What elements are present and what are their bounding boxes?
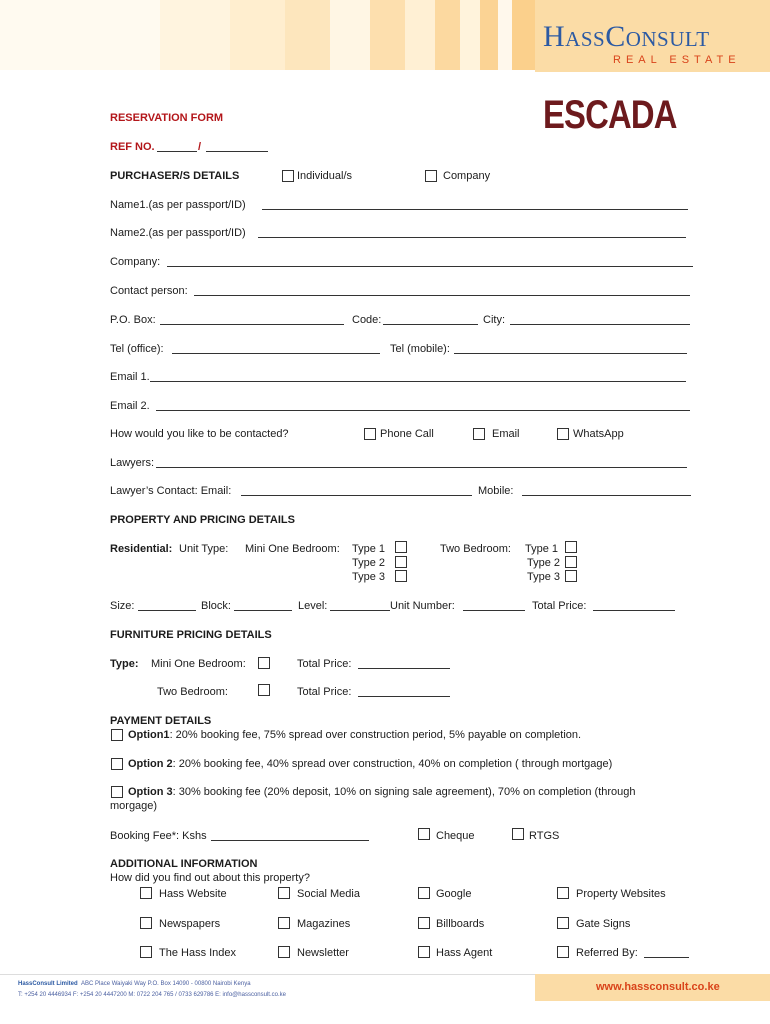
ref-no-label: REF NO. bbox=[110, 141, 155, 153]
city-field[interactable] bbox=[510, 324, 690, 325]
name2-label: Name2.(as per passport/ID) bbox=[110, 227, 246, 239]
unit-type-label: Unit Type: bbox=[179, 543, 229, 555]
option3-text: : 30% booking fee (20% deposit, 10% on signing sale agreement), 70% on completion (through bbox=[172, 786, 636, 798]
option3-text-continued: morgage) bbox=[110, 800, 158, 812]
footer-address-row bbox=[18, 981, 251, 987]
po-box-field[interactable] bbox=[160, 324, 344, 325]
code-field[interactable] bbox=[383, 324, 478, 325]
level-label: Level: bbox=[298, 600, 328, 612]
email-option-label: Email bbox=[492, 428, 520, 440]
contact-method-question: How would you like to be contacted? bbox=[110, 428, 289, 440]
lawyer-mobile-field[interactable] bbox=[522, 495, 691, 496]
source-question: How did you find out about this property? bbox=[110, 872, 310, 884]
two-type3-label: Type 3 bbox=[527, 571, 561, 583]
individual-label: Individual/s bbox=[297, 170, 353, 182]
lawyer-email-label: Lawyer’s Contact: Email: bbox=[110, 485, 232, 497]
size-field[interactable] bbox=[138, 610, 196, 611]
property-websites-label: Property Websites bbox=[576, 888, 666, 900]
property-websites-checkbox[interactable] bbox=[557, 887, 569, 899]
cheque-label: Cheque bbox=[436, 830, 475, 842]
company-option-label: Company bbox=[443, 170, 491, 182]
email1-label: Email 1. bbox=[110, 371, 150, 383]
furniture-two-total-label: Total Price: bbox=[297, 686, 352, 698]
furniture-two-total-field[interactable] bbox=[358, 696, 450, 697]
billboards-label: Billboards bbox=[436, 918, 485, 930]
whatsapp-checkbox[interactable] bbox=[557, 428, 569, 440]
unit-number-field[interactable] bbox=[463, 610, 525, 611]
gate-signs-checkbox[interactable] bbox=[557, 917, 569, 929]
mini-type3-checkbox[interactable] bbox=[395, 570, 407, 582]
hass-index-checkbox[interactable] bbox=[140, 946, 152, 958]
gate-signs-label: Gate Signs bbox=[576, 918, 631, 930]
tel-mobile-field[interactable] bbox=[454, 353, 687, 354]
option3-label: Option 3 bbox=[128, 786, 173, 798]
tel-office-field[interactable] bbox=[172, 353, 380, 354]
hassconsult-logo: HassConsult bbox=[543, 20, 710, 53]
ref-sep: / bbox=[198, 141, 202, 153]
two-type3-checkbox[interactable] bbox=[565, 570, 577, 582]
social-media-checkbox[interactable] bbox=[278, 887, 290, 899]
mini-type1-checkbox[interactable] bbox=[395, 541, 407, 553]
escada-brand: ESCADA bbox=[543, 93, 677, 137]
google-checkbox[interactable] bbox=[418, 887, 430, 899]
po-box-label: P.O. Box: bbox=[110, 314, 156, 326]
option2-text: : 20% booking fee, 40% spread over construction, 40% on completion ( through mortgage) bbox=[172, 758, 613, 770]
mini-type2-checkbox[interactable] bbox=[395, 556, 407, 568]
size-label: Size: bbox=[110, 600, 135, 612]
hass-website-checkbox[interactable] bbox=[140, 887, 152, 899]
option1-checkbox[interactable] bbox=[111, 729, 123, 741]
ref-no-field-1[interactable] bbox=[157, 151, 197, 152]
referred-by-field[interactable] bbox=[644, 957, 689, 958]
company-checkbox[interactable] bbox=[425, 170, 437, 182]
newspapers-checkbox[interactable] bbox=[140, 917, 152, 929]
option3-row bbox=[128, 785, 636, 799]
email2-field[interactable] bbox=[156, 410, 690, 411]
two-type1-checkbox[interactable] bbox=[565, 541, 577, 553]
whatsapp-label: WhatsApp bbox=[573, 428, 624, 440]
two-type2-label: Type 2 bbox=[527, 557, 561, 569]
payment-heading: PAYMENT DETAILS bbox=[110, 715, 212, 727]
furniture-two-checkbox[interactable] bbox=[258, 684, 270, 696]
option1-label: Option1 bbox=[128, 729, 170, 741]
billboards-checkbox[interactable] bbox=[418, 917, 430, 929]
footer-address: ABC Place Waiyaki Way P.O. Box 14090 - 00800 Nairobi Kenya bbox=[81, 981, 251, 987]
hass-agent-label: Hass Agent bbox=[436, 947, 493, 959]
contact-person-field[interactable] bbox=[194, 295, 690, 296]
additional-heading: ADDITIONAL INFORMATION bbox=[110, 858, 258, 870]
name1-field[interactable] bbox=[262, 209, 688, 210]
block-label: Block: bbox=[201, 600, 231, 612]
residential-label: Residential: bbox=[110, 543, 173, 555]
website-link[interactable]: www.hassconsult.co.ke bbox=[596, 981, 720, 993]
furniture-type-label: Type: bbox=[110, 658, 139, 670]
furniture-heading: FURNITURE PRICING DETAILS bbox=[110, 629, 272, 641]
option2-label: Option 2 bbox=[128, 758, 173, 770]
furniture-mini-total-label: Total Price: bbox=[297, 658, 352, 670]
magazines-checkbox[interactable] bbox=[278, 917, 290, 929]
footer-phones: T: +254 20 4446934 F: +254 20 4447200 M: 0722 204 765 / 0733 629786 E: info@hassconsult.co.ke bbox=[18, 992, 286, 998]
newspapers-label: Newspapers bbox=[159, 918, 221, 930]
email2-label: Email 2. bbox=[110, 400, 150, 412]
lawyers-label: Lawyers: bbox=[110, 457, 155, 469]
option2-checkbox[interactable] bbox=[111, 758, 123, 770]
tel-office-label: Tel (office): bbox=[110, 343, 164, 355]
city-label: City: bbox=[483, 314, 505, 326]
header-stripes bbox=[0, 0, 535, 70]
referred-by-checkbox[interactable] bbox=[557, 946, 569, 958]
referred-by-label: Referred By: bbox=[576, 947, 638, 959]
form-title: RESERVATION FORM bbox=[110, 112, 224, 124]
mini-one-bedroom-label: Mini One Bedroom: bbox=[245, 543, 340, 555]
hass-index-label: The Hass Index bbox=[159, 947, 237, 959]
rtgs-label: RTGS bbox=[529, 830, 560, 842]
lawyers-field[interactable] bbox=[156, 467, 687, 468]
two-type1-label: Type 1 bbox=[525, 543, 559, 555]
footer-company: HassConsult Limited bbox=[18, 981, 78, 987]
email1-field[interactable] bbox=[150, 381, 686, 382]
company-label: Company: bbox=[110, 256, 161, 268]
ref-no-field-2[interactable] bbox=[206, 151, 268, 152]
total-price-field[interactable] bbox=[593, 610, 675, 611]
phone-call-label: Phone Call bbox=[380, 428, 434, 440]
furniture-two-label: Two Bedroom: bbox=[157, 686, 228, 698]
individual-checkbox[interactable] bbox=[282, 170, 294, 182]
furniture-mini-label: Mini One Bedroom: bbox=[151, 658, 246, 670]
property-heading: PROPERTY AND PRICING DETAILS bbox=[110, 514, 295, 526]
hass-agent-checkbox[interactable] bbox=[418, 946, 430, 958]
google-label: Google bbox=[436, 888, 472, 900]
furniture-mini-total-field[interactable] bbox=[358, 668, 450, 669]
email-checkbox[interactable] bbox=[473, 428, 485, 440]
level-field[interactable] bbox=[330, 610, 390, 611]
tel-mobile-label: Tel (mobile): bbox=[390, 343, 450, 355]
total-price-label: Total Price: bbox=[532, 600, 587, 612]
newsletter-label: Newsletter bbox=[297, 947, 349, 959]
option3-checkbox[interactable] bbox=[111, 786, 123, 798]
two-bedroom-label: Two Bedroom: bbox=[440, 543, 511, 555]
mini-type2-label: Type 2 bbox=[352, 557, 386, 569]
company-field[interactable] bbox=[167, 266, 693, 267]
two-type2-checkbox[interactable] bbox=[565, 556, 577, 568]
booking-fee-field[interactable] bbox=[211, 840, 369, 841]
hass-website-label: Hass Website bbox=[159, 888, 227, 900]
unit-number-label: Unit Number: bbox=[390, 600, 455, 612]
mini-type1-label: Type 1 bbox=[352, 543, 386, 555]
lawyer-email-field[interactable] bbox=[241, 495, 472, 496]
option2-row bbox=[128, 757, 612, 771]
option1-text: : 20% booking fee, 75% spread over construction period, 5% payable on completion. bbox=[169, 729, 582, 741]
name1-label: Name1.(as per passport/ID) bbox=[110, 199, 246, 211]
booking-fee-label: Booking Fee*: Kshs bbox=[110, 830, 207, 842]
magazines-label: Magazines bbox=[297, 918, 351, 930]
logo-subtitle: REAL ESTATE bbox=[613, 54, 741, 66]
furniture-mini-checkbox[interactable] bbox=[258, 657, 270, 669]
rtgs-checkbox[interactable] bbox=[512, 828, 524, 840]
cheque-checkbox[interactable] bbox=[418, 828, 430, 840]
mini-type3-label: Type 3 bbox=[352, 571, 386, 583]
newsletter-checkbox[interactable] bbox=[278, 946, 290, 958]
block-field[interactable] bbox=[234, 610, 292, 611]
code-label: Code: bbox=[352, 314, 382, 326]
purchaser-heading: PURCHASER/S DETAILS bbox=[110, 170, 240, 182]
social-media-label: Social Media bbox=[297, 888, 360, 900]
lawyer-mobile-label: Mobile: bbox=[478, 485, 514, 497]
name2-field[interactable] bbox=[258, 237, 686, 238]
option1-row bbox=[128, 728, 581, 742]
phone-call-checkbox[interactable] bbox=[364, 428, 376, 440]
contact-person-label: Contact person: bbox=[110, 285, 188, 297]
